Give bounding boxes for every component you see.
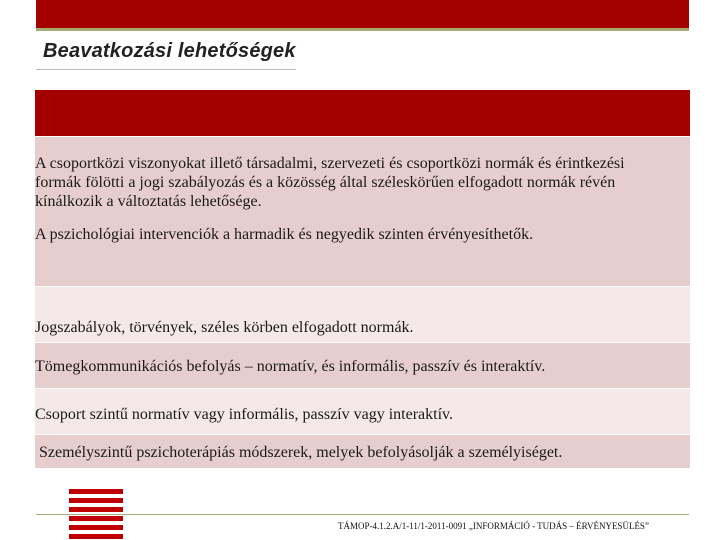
top-accent-bar xyxy=(36,0,689,28)
table-header xyxy=(35,90,690,136)
footer-project-code: TÁMOP-4.1.2.A/1-11/1-2011-0091 „INFORMÁCIÓ - TUDÁS – ÉRVÉNYESÜLÉS” xyxy=(338,521,649,531)
intro-paragraph: A csoportközi viszonyokat illető társadalmi, szervezeti és csoportközi normák és érintkezési formák fölötti a jogi szabályozás és a közösség által széleskörűen elfogadott normák révén kínálkozik a változtatás lehetősége. xyxy=(35,155,625,210)
row-text-group: Csoport szintű normatív vagy informális, passzív vagy interaktív. xyxy=(35,406,453,423)
title-underline xyxy=(36,69,296,70)
table-row-media xyxy=(35,342,690,388)
top-green-line xyxy=(36,28,689,31)
row-text-personal: Személyszintű pszichoterápiás módszerek, melyek befolyásolják a személyiséget. xyxy=(39,444,563,461)
footer-line xyxy=(36,514,689,515)
table-row-intro xyxy=(35,136,690,286)
intervention-paragraph: A pszichológiai intervenciók a harmadik és negyedik szinten érvényesíthetők. xyxy=(35,226,534,243)
slide-title: Beavatkozási lehetőségek xyxy=(43,40,296,62)
row-text-media: Tömegkommunikációs befolyás – normatív, és informális, passzív és interaktív. xyxy=(35,358,546,375)
table-row-group xyxy=(35,388,690,434)
content-table xyxy=(35,90,690,468)
table-row-personal xyxy=(35,434,690,468)
table-row-legal xyxy=(35,286,690,342)
row-text-legal: Jogszabályok, törvények, széles körben elfogadott normák. xyxy=(35,319,414,336)
